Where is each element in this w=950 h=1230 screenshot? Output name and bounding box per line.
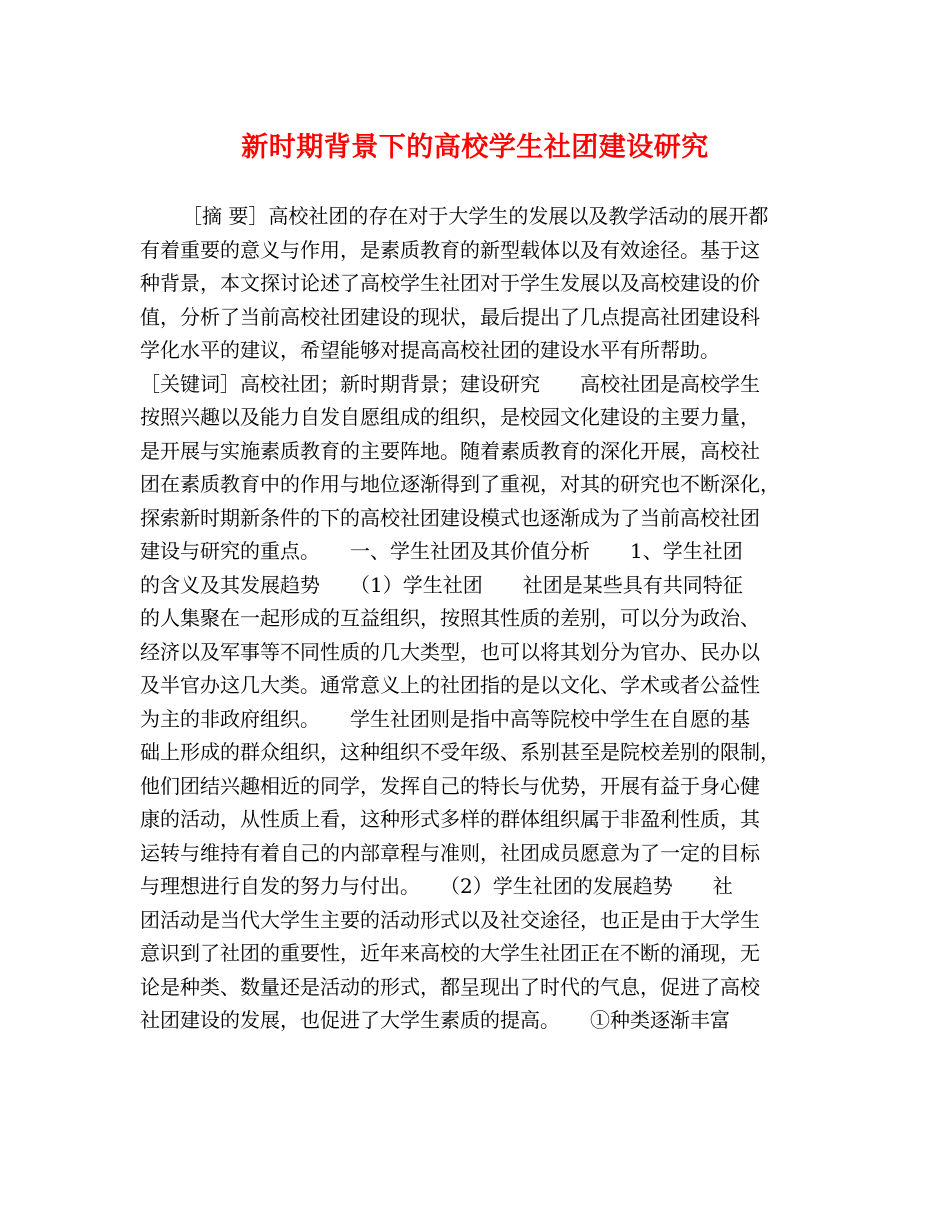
body-line: 团在素质教育中的作用与地位逐渐得到了重视，对其的研究也不断深化，	[140, 472, 780, 496]
document-title: 新时期背景下的高校学生社团建设研究	[241, 132, 709, 163]
body-line: 及半官办这几大类。通常意义上的社团指的是以文化、学术或者公益性	[140, 673, 760, 697]
body-line: 与理想进行自发的努力与付出。 （2）学生社团的发展趋势 社	[140, 874, 733, 898]
body-line: 的人集聚在一起形成的互益组织，按照其性质的差别，可以分为政治、	[140, 606, 760, 630]
body-line: 础上形成的群众组织，这种组织不受年级、系别甚至是院校差别的限制，	[140, 740, 780, 764]
body-line: ［摘 要］高校社团的存在对于大学生的发展以及教学活动的展开都	[182, 204, 769, 228]
body-line: 建设与研究的重点。 一、学生社团及其价值分析 1、学生社团	[140, 539, 743, 563]
body-line: 值，分析了当前高校社团建设的现状，最后提出了几点提高社团建设科	[140, 304, 760, 329]
body-line: 按照兴趣以及能力自发自愿组成的组织，是校园文化建设的主要力量，	[140, 405, 760, 429]
body-line: 是开展与实施素质教育的主要阵地。随着素质教育的深化开展，高校社	[140, 438, 760, 463]
body-line: 经济以及军事等不同性质的几大类型，也可以将其划分为官办、民办以	[140, 639, 760, 664]
body-line: 探索新时期新条件的下的高校社团建设模式也逐渐成为了当前高校社团	[140, 505, 760, 530]
body-line: 他们团结兴趣相近的同学，发挥自己的特长与优势，开展有益于身心健	[140, 773, 760, 798]
body-line: 学化水平的建议，希望能够对提高高校社团的建设水平有所帮助。	[140, 338, 720, 362]
body-line: 的含义及其发展趋势 （1）学生社团 社团是某些具有共同特征	[140, 572, 743, 597]
document-body	[140, 200, 820, 1038]
body-line: 社团建设的发展，也促进了大学生素质的提高。 ①种类逐渐丰富	[140, 1008, 730, 1032]
body-line: 种背景，本文探讨论述了高校学生社团对于学生发展以及高校建设的价	[140, 271, 760, 295]
body-line: 康的活动，从性质上看，这种形式多样的群体组织属于非盈利性质，其	[140, 807, 760, 831]
body-line: 为主的非政府组织。 学生社团则是指中高等院校中学生在自愿的基	[140, 706, 750, 731]
body-line: ［关键词］高校社团；新时期背景；建设研究 高校社团是高校学生	[140, 371, 760, 396]
body-line: 运转与维持有着自己的内部章程与准则，社团成员愿意为了一定的目标	[140, 840, 760, 865]
body-line: 论是种类、数量还是活动的形式，都呈现出了时代的气息，促进了高校	[140, 974, 760, 999]
body-line: 团活动是当代大学生主要的活动形式以及社交途径，也正是由于大学生	[140, 907, 760, 932]
body-line: 意识到了社团的重要性，近年来高校的大学生社团正在不断的涌现，无	[140, 941, 760, 965]
body-line: 有着重要的意义与作用，是素质教育的新型载体以及有效途径。基于这	[140, 237, 760, 262]
